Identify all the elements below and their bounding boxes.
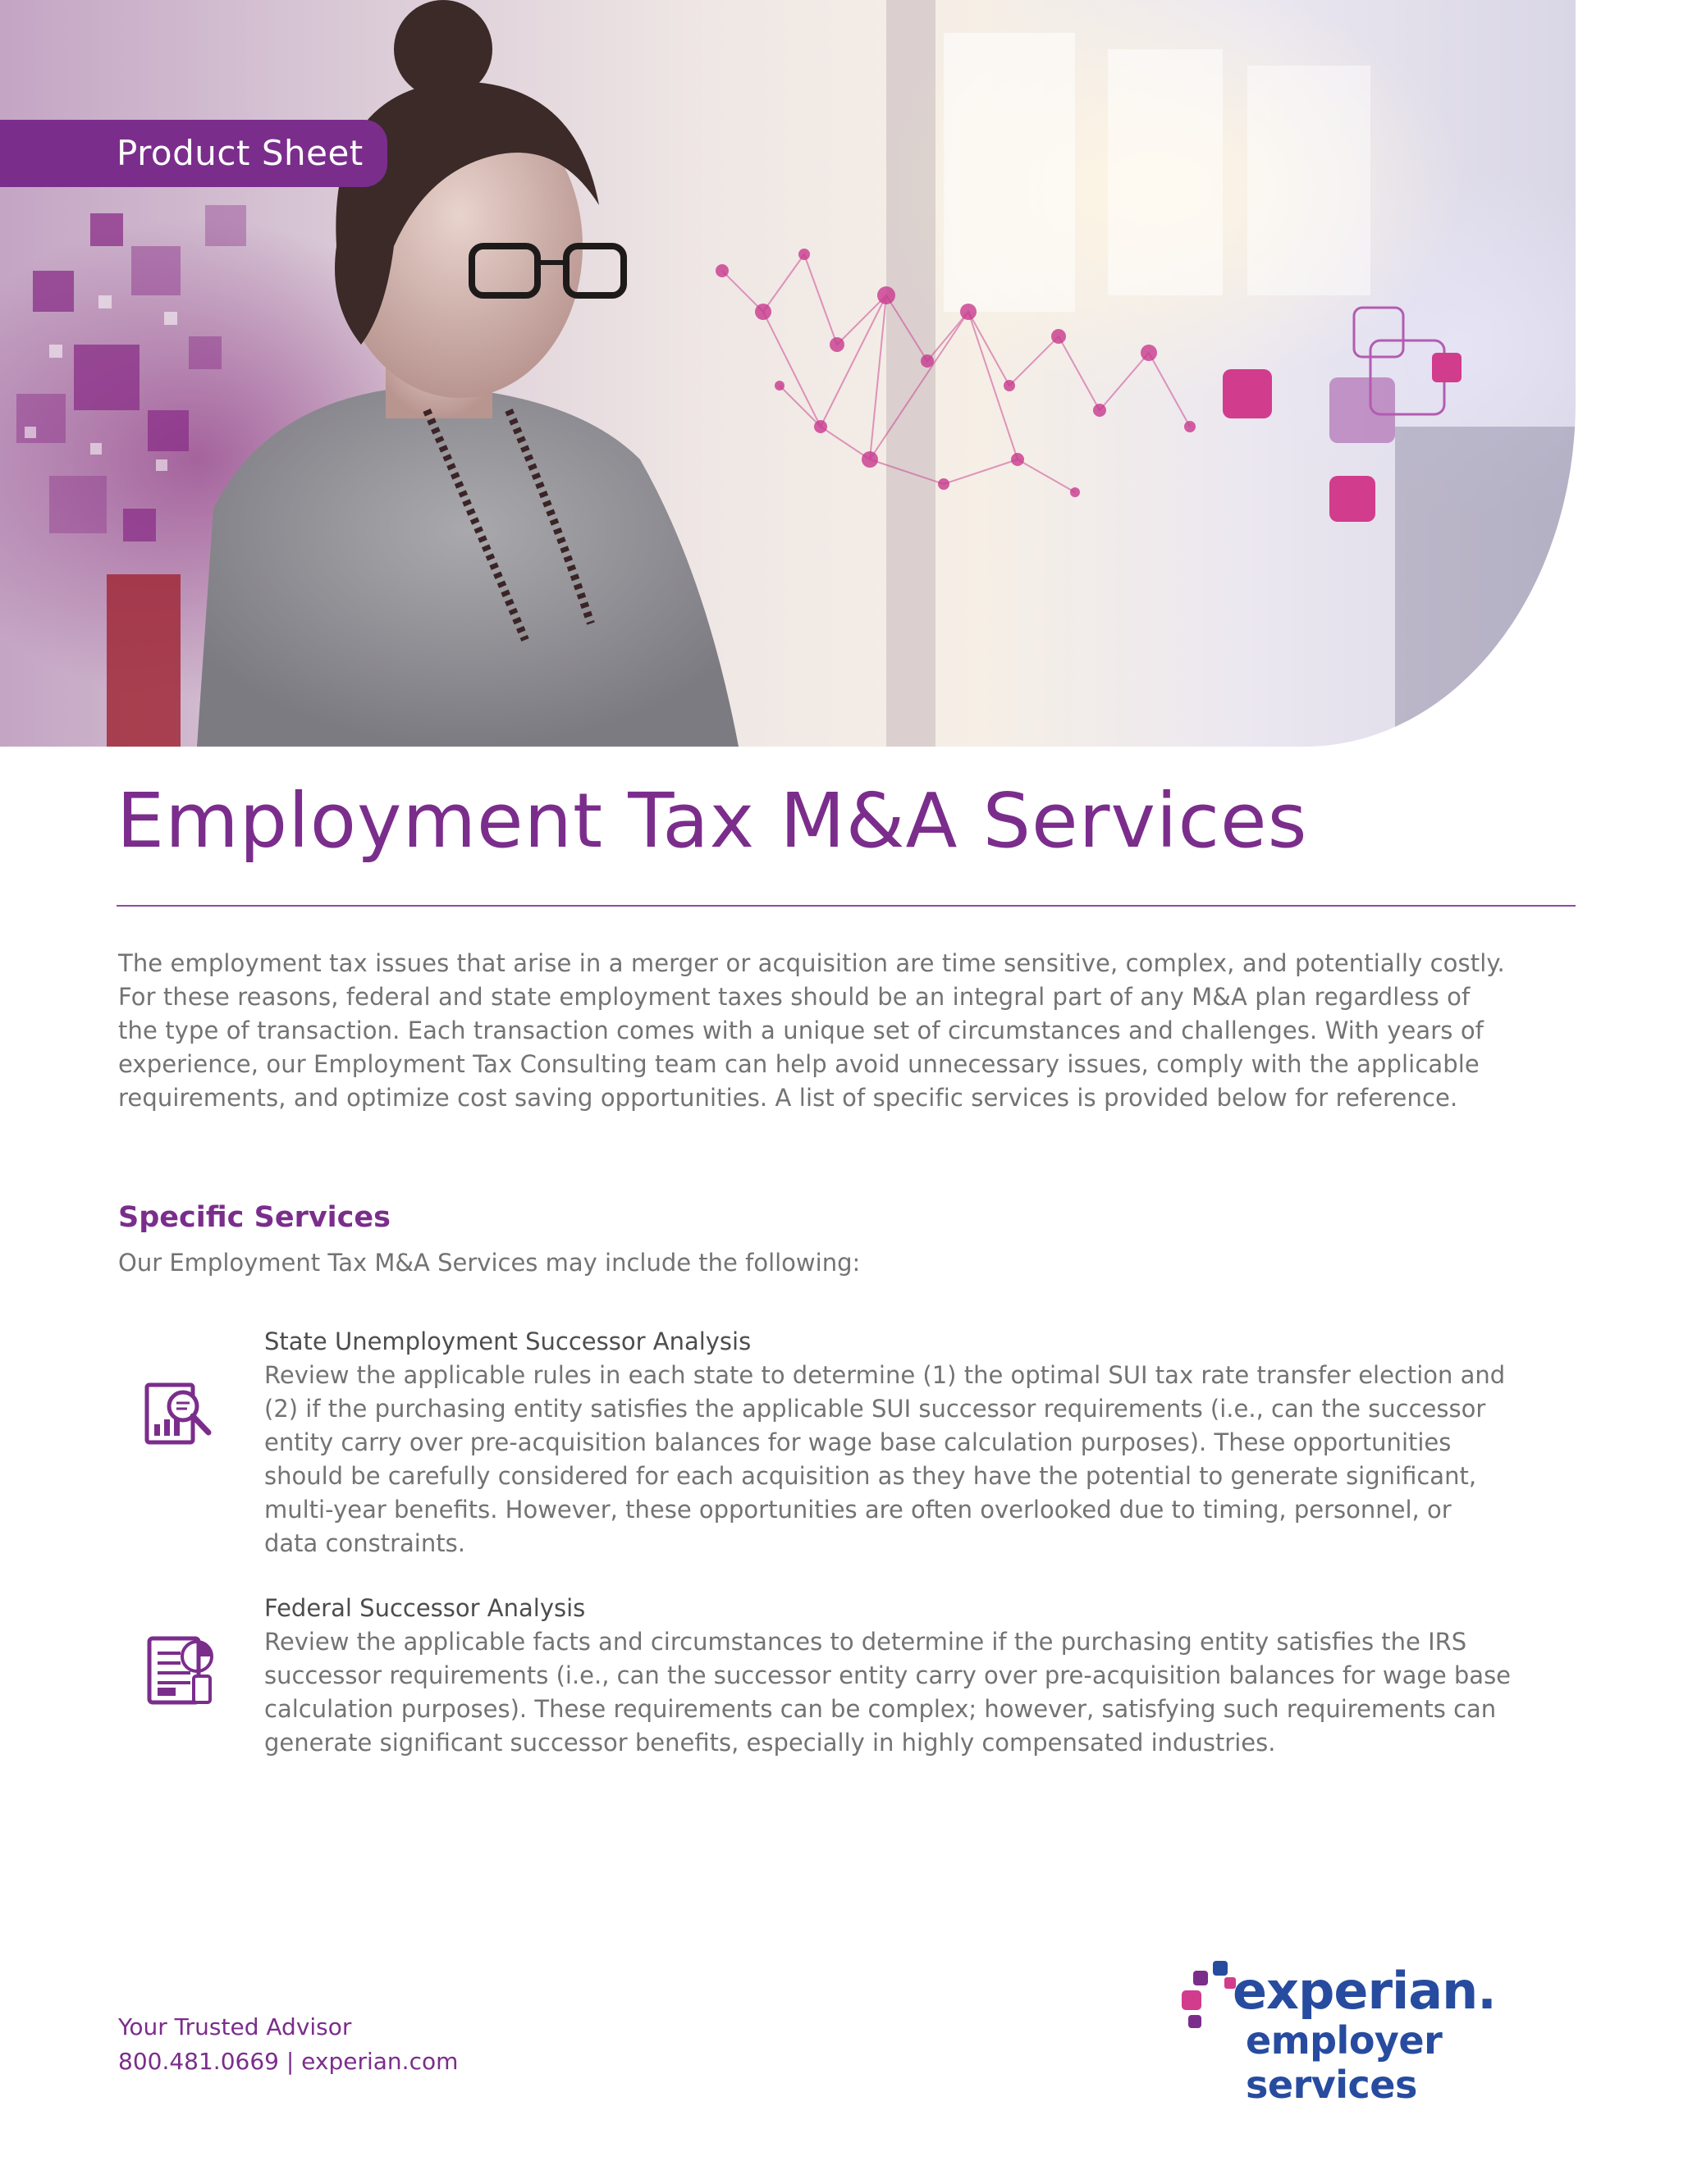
experian-logo [1182, 1959, 1576, 2107]
logo-dots-icon [1182, 1959, 1239, 2041]
service-state-unemployment [264, 1325, 1512, 1560]
document-report-icon [146, 1633, 215, 1707]
logo-subtitle: employer services [1246, 2018, 1443, 2107]
hero-photo [0, 0, 1576, 747]
analysis-magnifier-icon [144, 1382, 213, 1447]
footer-contact[interactable]: 800.481.0669 | experian.com [118, 2048, 459, 2075]
hero-banner [0, 0, 1576, 747]
service-title: State Unemployment Successor Analysis [264, 1327, 752, 1355]
section-subheading: Our Employment Tax M&A Services may include the following: [118, 1249, 861, 1277]
footer-tagline: Your Trusted Advisor [118, 2013, 352, 2040]
section-heading: Specific Services [118, 1201, 391, 1234]
logo-wordmark: experian. [1233, 1961, 1496, 2021]
service-federal-successor [264, 1592, 1512, 1760]
service-body: Review the applicable facts and circumstances to determine if the purchasing entity satisfies the IRS successor requirements (i.e., can the successor entity carry over pre-acquisition balances for wage base calculation purposes). These requirements can be complex; however, satisfying such requirements can generate significant successor benefits, especially in highly compensated industries. [264, 1628, 1512, 1757]
title-divider [117, 905, 1576, 907]
service-body: Review the applicable rules in each state to determine (1) the optimal SUI tax rate transfer election and (2) if the purchasing entity satisfies the applicable SUI successor requirements (i.e., can the successor entity carry over pre-acquisition balances for wage base calculation purposes). These opportunities should be carefully considered for each acquisition as they have the potential to generate significant, multi-year benefits. However, these opportunities are often overlooked due to timing, personnel, or data constraints. [264, 1361, 1506, 1557]
page-title: Employment Tax M&A Services [117, 777, 1308, 865]
intro-paragraph: The employment tax issues that arise in a merger or acquisition are time sensitive, complex, and potentially costly. For these reasons, federal and state employment taxes should be an integral part of any M&A plan regardless of the type of transaction. Each transaction comes with a unique set of circumstances and challenges. With years of experience, our Employment Tax Consulting team can help avoid unnecessary issues, comply with the applicable requirements, and optimize cost saving opportunities. A list of specific services is provided below for reference. [118, 949, 1505, 1112]
service-title: Federal Successor Analysis [264, 1594, 586, 1622]
product-sheet-tab: Product Sheet [0, 120, 387, 187]
